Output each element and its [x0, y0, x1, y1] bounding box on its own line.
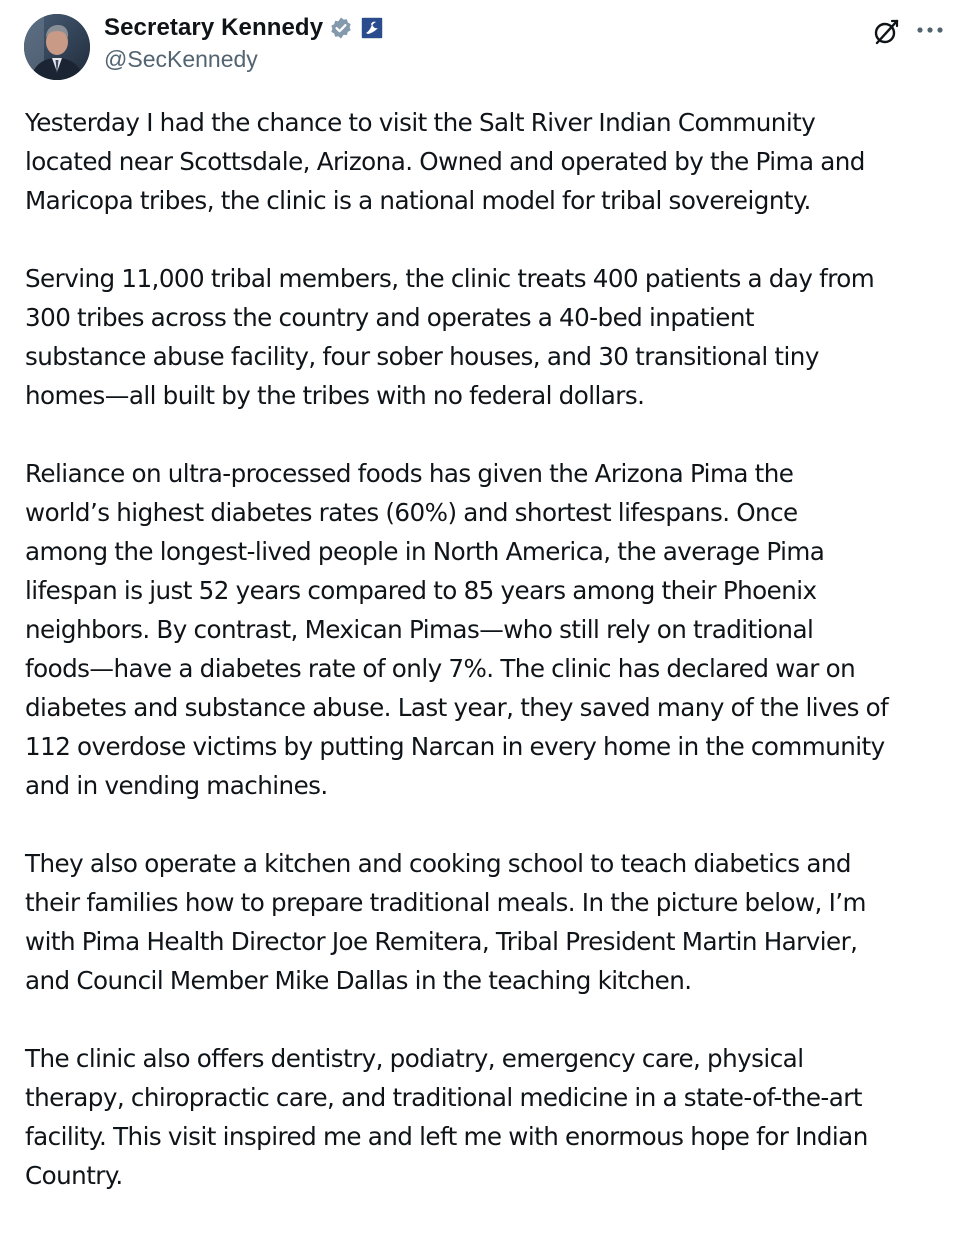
avatar-image	[24, 14, 90, 80]
post-paragraph-5	[25, 1039, 955, 1195]
post-line: neighbors. By contrast, Mexican Pimas—who still rely on traditional	[25, 615, 814, 644]
post-line: Country.	[25, 1161, 123, 1190]
post-line: their families how to prepare traditional meals. In the picture below, I’m	[25, 888, 866, 917]
post-line: diabetes and substance abuse. Last year, they saved many of the lives of	[25, 693, 889, 722]
post-line: and in vending machines.	[25, 771, 328, 800]
more-options-icon[interactable]	[914, 18, 946, 42]
post-line: Maricopa tribes, the clinic is a national model for tribal sovereignty.	[25, 186, 811, 215]
avatar[interactable]	[24, 14, 90, 80]
post-paragraph-2	[25, 259, 955, 415]
post-paragraph-4	[25, 844, 955, 1000]
post-paragraph-3	[25, 454, 955, 805]
post-line: substance abuse facility, four sober houses, and 30 transitional tiny	[25, 342, 819, 371]
post-line: They also operate a kitchen and cooking school to teach diabetics and	[25, 849, 851, 878]
post-line: located near Scottsdale, Arizona. Owned and operated by the Pima and	[25, 147, 865, 176]
verified-badge-icon[interactable]	[329, 16, 353, 40]
post-line: among the longest-lived people in North America, the average Pima	[25, 537, 825, 566]
post-line: and Council Member Mike Dallas in the teaching kitchen.	[25, 966, 692, 995]
hhs-eagle-icon[interactable]	[361, 17, 383, 39]
post-line: 300 tribes across the country and operates a 40-bed inpatient	[25, 303, 755, 332]
post-line: therapy, chiropractic care, and traditional medicine in a state-of-the-art	[25, 1083, 862, 1112]
author-info[interactable]	[104, 12, 383, 73]
post-line: foods—have a diabetes rate of only 7%. The clinic has declared war on	[25, 654, 856, 683]
post-line: lifespan is just 52 years compared to 85 years among their Phoenix	[25, 576, 817, 605]
post-line: 112 overdose victims by putting Narcan in every home in the community	[25, 732, 885, 761]
post-line: homes—all built by the tribes with no federal dollars.	[25, 381, 645, 410]
post-line: Reliance on ultra-processed foods has given the Arizona Pima the	[25, 459, 794, 488]
post-paragraph-1	[25, 103, 955, 220]
post-line: with Pima Health Director Joe Remitera, Tribal President Martin Harvier,	[25, 927, 858, 956]
grok-icon[interactable]	[872, 18, 900, 46]
post-text	[25, 103, 955, 1234]
post-line: The clinic also offers dentistry, podiatry, emergency care, physical	[25, 1044, 804, 1073]
post-line: world’s highest diabetes rates (60%) and shortest lifespans. Once	[25, 498, 798, 527]
post-line: facility. This visit inspired me and left me with enormous hope for Indian	[25, 1122, 868, 1151]
name-row	[104, 12, 383, 44]
post-line: Yesterday I had the chance to visit the Salt River Indian Community	[25, 108, 816, 137]
display-name[interactable]: Secretary Kennedy	[104, 14, 324, 41]
post-line: Serving 11,000 tribal members, the clinic treats 400 patients a day from	[25, 264, 875, 293]
handle[interactable]: @SecKennedy	[104, 46, 258, 72]
